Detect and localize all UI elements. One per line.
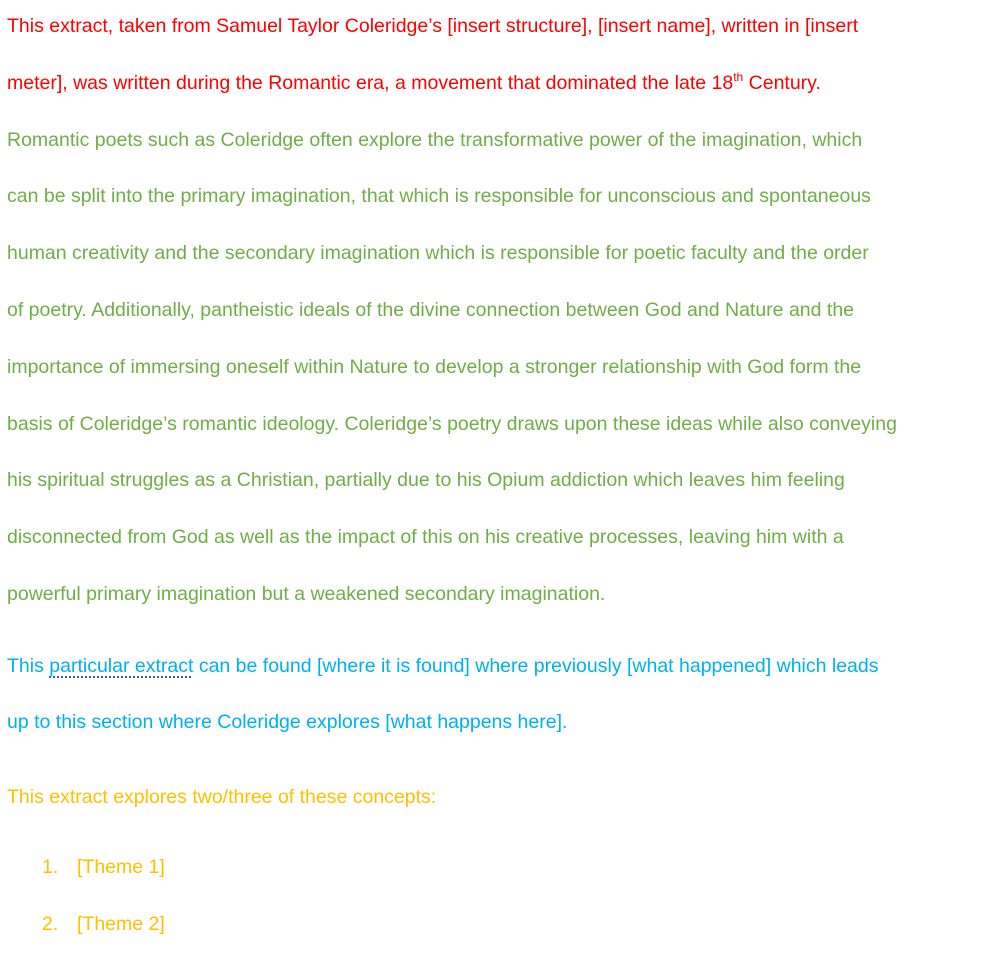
intro-line-2-text: meter], was written during the Romantic era, a movement that dominated the late 18 [7,72,734,94]
body-line-3: Romantic poets such as Coleridge often explore the transformative power of the imagination, which [7,129,863,151]
ordinal-superscript: th [733,70,744,84]
intro-line-2-end: Century. [743,72,821,94]
body-line-9: his spiritual struggles as a Christian, partially due to his Opium addiction which leaves him feeling [7,469,845,491]
context-line-1-start: This [7,655,50,677]
body-line-10: disconnected from God as well as the impact of this on his creative processes, leaving him with a [7,526,844,548]
list-item [7,853,407,881]
intro-line-1: This extract, taken from Samuel Taylor Coleridge’s [insert structure], [insert name], written in [insert [7,15,859,37]
body-line-11: powerful primary imagination but a weakened secondary imagination. [7,583,606,605]
context-line-1 [7,652,879,680]
body-line-6: of poetry. Additionally, pantheistic ideals of the divine connection between God and Nature and the [7,299,855,321]
list-number: 2. [42,913,59,935]
list-item [7,910,407,938]
context-line-1-rest: can be found [where it is found] where previously [what happened] which leads [193,655,879,677]
list-number: 1. [42,856,59,878]
body-line-5: human creativity and the secondary imagination which is responsible for poetic faculty and the order [7,242,869,264]
list-item-text: [Theme 2] [77,913,165,935]
list-item-text: [Theme 1] [77,856,165,878]
intro-line-2 [7,69,821,97]
concepts-intro: This extract explores two/three of these concepts: [7,786,437,808]
context-line-2: up to this section where Coleridge explores [what happens here]. [7,711,568,733]
flagged-phrase[interactable]: particular extract [49,655,194,677]
body-line-8: basis of Coleridge’s romantic ideology. Coleridge’s poetry draws upon these ideas while also conveying [7,413,897,435]
body-line-4: can be split into the primary imagination, that which is responsible for unconscious and spontaneous [7,185,871,207]
body-line-7: importance of immersing oneself within Nature to develop a stronger relationship with God form the [7,356,862,378]
